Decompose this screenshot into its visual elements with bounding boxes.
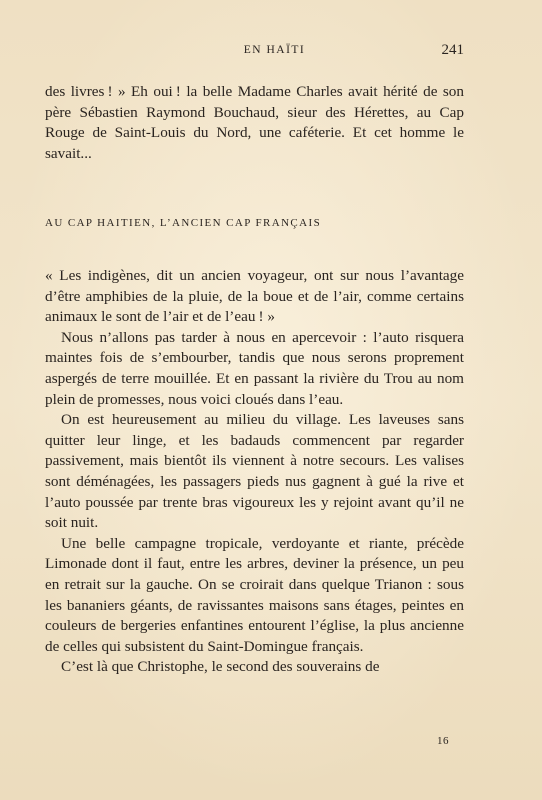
paragraph: Nous n’allons pas tarder à nous en apercevoir : l’auto risquera maintes fois de s’embourber, tandis que nous serons proprement aspergés de terre mouillée. Et en passant la rivière du Trou au nom plein de promesses, nous voici cloués dans l’eau. [45,328,464,408]
paragraph: C’est là que Christophe, le second des souverains de [61,658,380,676]
opening-text-block [45,82,464,164]
running-title: EN HAÏTI [243,44,306,56]
page-header [45,44,464,64]
opening-paragraph: des livres ! » Eh oui ! la belle Madame Charles avait hérité de son père Sébastien Raymond Bouchaud, sieur des Hérettes, au Cap Rouge de Saint-Louis du Nord, une caféterie. Et cet homme le savait... [45,83,464,162]
section-heading: AU CAP HAITIEN, L’ANCIEN CAP FRANÇAIS [45,217,322,229]
section-body [45,266,464,678]
paragraph: Une belle campagne tropicale, verdoyante et riante, précède Limonade dont il faut, entre les arbres, deviner la présence, un peu en retrait sur la gauche. On se croirait dans quelque Trianon : sous les bananiers géants, de ravissantes maisons sans étages, peintes en couleurs de bergeries enfantines entourent l’église, la plus ancienne de celles qui subsistent du Saint-Domingue français. [45,534,464,655]
paragraph: On est heureusement au milieu du village. Les laveuses sans quitter leur linge, et les badauds commencent par regarder passivement, mais bientôt ils viennent à notre secours. Les valises sont déménagées, les passagers pieds nus gagnent à gué la rive et l’auto poussée par trente bras vigoureux les y rejoint avant qu’il ne soit nuit. [45,411,464,532]
paragraph: « Les indigènes, dit un ancien voyageur, ont sur nous l’avantage d’être amphibies de la pluie, de la boue et de l’air, comme certains animaux le sont de l’air et de l’eau ! » [45,267,464,326]
signature-mark: 16 [437,735,449,747]
page-number: 241 [441,42,464,58]
